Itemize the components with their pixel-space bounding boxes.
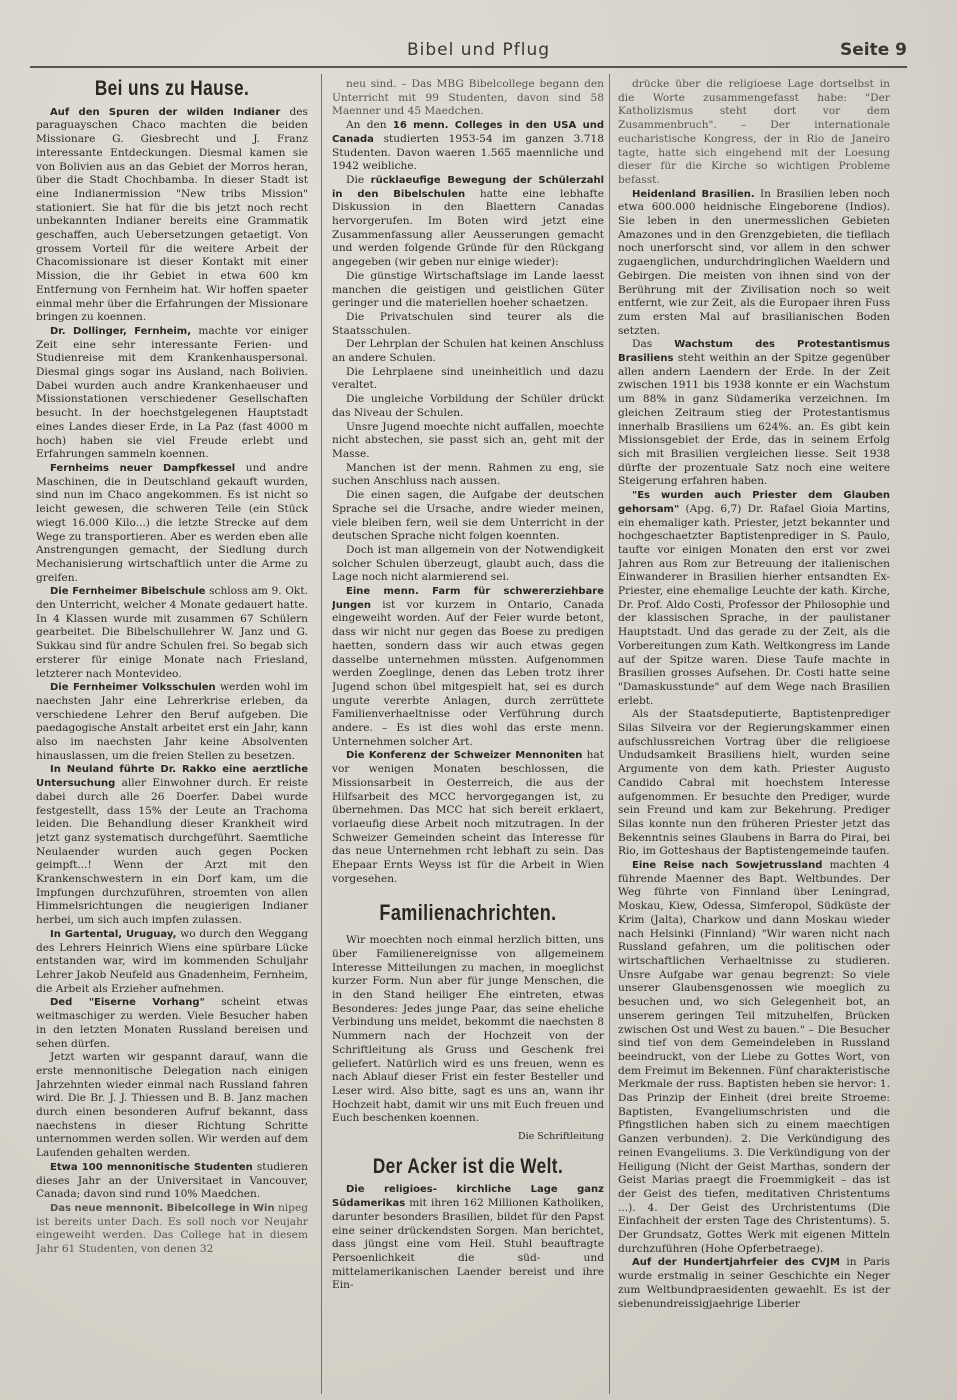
article-text: ist vor kurzem in Ontario, Canada eingeweiht worden. Auf der Feier wurde betont, dass wir nicht nur gegen das Boese zu predigen haetten, sondern dass wir auch etwas gegen dasselbe unternehmen müssten. Aufgenommen werden Zoeglinge, denen das Leben trotz ihrer Jugend schon übel mitgespielt hat, sei es durch ungute vererbte Anlagen, durch zerrüttete Familienverhaeltnisse oder Verführung durch andere. – Es ist dies wohl das erste menn. Unternehmen solcher Art. [332, 598, 604, 748]
header-rule [30, 66, 907, 68]
article-paragraph [332, 174, 604, 270]
article-paragraph [36, 996, 308, 1051]
article-text: aller Einwohner durch. Er reiste dabei durch alle 26 Doerfer. Dabei wurde festgestellt, dass 15% der Leute an Trachoma leiden. Die Behandlung dieser Krankheit wird jetzt ganz systematisch durchgeführt. Saemtliche Neulaender wurden auch gegen Pocken geimpft...! Wenn der Arzt mit den Krankenschwestern in ein Dorf kam, um die Impfungen durchzuführen, stroemten von allen Himmelsrichtungen die neugierigen Indianer herbei, um sich auch impfen zulassen. [36, 777, 308, 927]
article-lead: "Es wurden auch Priester dem Glauben gehorsam" [618, 490, 890, 515]
article-lead: Auf den Spuren der wilden Indianer [50, 106, 281, 118]
article-lead: In Neuland führte Dr. Rakko eine aerztliche Untersuchung [36, 764, 308, 790]
article-lead: Eine Reise nach Sowjetrussland [632, 860, 823, 872]
article-lead: Dr. Dollinger, Fernheim, [50, 325, 192, 337]
article-paragraph: Die Lehrplaene sind uneinheitlich und dazu veraltet. [332, 365, 604, 392]
article-paragraph [618, 188, 890, 339]
article-lead: Ded "Eiserne Vorhang" [50, 997, 205, 1009]
article-paragraph: Die ungleiche Vorbildung der Schüler drückt das Niveau der Schulen. [332, 393, 604, 419]
article-lead: 16 menn. Colleges in den USA und Canada [332, 120, 604, 145]
article-text: hat vor wenigen Monaten beschlossen, die Missionsarbeit in Oesterreich, die aus der Hilfsarbeit des MCC hervorgegangen ist, zu übernehmen. Das MCC hat sich bereit erklaert, vorlaeufig diese Arbeit noch mitzutragen. In der Schweizer Gemeinden scheint das Interesse für das neue Unternehmen rcht lebhaft zu sein. Das Ehepaar Ernts Weyss ist für die Arbeit in Wien vorgesehen. [332, 749, 604, 885]
article-lead: Die Fernheimer Bibelschule [50, 586, 206, 598]
column-3 [618, 78, 890, 1388]
article-text: des paraguayschen Chaco machten die beiden Missionare G. Giesbrecht und J. Franz interessante Entdeckungen. Diesmal kamen sie von Bolivien aus an das Gebiet der Morros heran, über die Stadt Chochbamba. In dieser Stadt ist eine Indianermission "New tribs Mission" stationiert. Sie hat für die bis jetzt noch recht unbekannten Indianer bereits eine Grammatik geschaffen, auch Uebersetzungen getaetigt. Von grossem Vorteil für die weitere Arbeit der Chacomissionare ist dieser Kontakt mit einer Mission, die ihr Gebiet in etwa 600 km Entfernung von Fernheim hat. Wir hoffen spaeter einmal mehr über die Erfahrungen der Missionare bringen zu koennen. [36, 105, 308, 324]
article-paragraph [332, 585, 604, 749]
article-paragraph [36, 1202, 308, 1257]
article-paragraph [618, 338, 890, 489]
article-lead: In Gartental, Uruguay, [50, 928, 177, 940]
article-paragraph [36, 585, 308, 681]
article-text: studierten 1953-54 im ganzen 3.718 Studenten. Davon waeren 1.565 maennliche und 1942 weibliche. [332, 132, 604, 173]
article-text: steht weithin an der Spitze gegenüber allen andern Laendern der Erde. In der Zeit zwischen 1911 bis 1938 konnte er ein Wachstum um 88% in ganz Südamerika verzeichnen. Im gleichen Zeitraum stieg der Protestantismus innerhalb Brasiliens um 624%. an. Es gibt kein Missionsgebiet der Erde, das in seinem Erfolg sich mit Brasilien vergleichen liesse. Seit 1938 dürfte der prozentuale Satz noch eine weitere Steigerung erfahren haben. [618, 352, 890, 488]
column-1 [36, 78, 308, 1388]
article-lead: rücklaeufige Bewegung der Schülerzahl in den Bibelschulen [332, 174, 604, 200]
article-paragraph: Die Privatschulen sind teurer als die Staatsschulen. [332, 310, 604, 337]
article-lead: Heidenland Brasilien. [632, 188, 755, 200]
article-text: An den [346, 119, 387, 132]
column-divider-1 [321, 74, 322, 1394]
article-lead: Die religioes- kirchliche Lage ganz Südamerikas [332, 1184, 604, 1210]
article-lead: Fernheims neuer Dampfkessel [50, 462, 236, 474]
article-paragraph [36, 681, 308, 763]
article-paragraph [332, 749, 604, 886]
article-lead: Wachstum des Protestantismus Brasiliens [618, 339, 890, 365]
article-text: schloss am 9. Okt. den Unterricht, welcher 4 Monate gedauert hatte. In 4 Klassen wurde mit zusammen 67 Schülern gearbeitet. Die Bibelschullehrer W. Janz und G. Sukkau sind für andre Schulen frei. So begab sich ersterer für einige Monate nach Friesland, letzterer nach Montevideo. [36, 585, 308, 680]
article-text: studieren dieses Jahr an der Universitaet in Vancouver, Canada; davon sind rund 10% Maedchen. [36, 1160, 308, 1201]
article-paragraph [618, 489, 890, 708]
article-text: und andre Maschinen, die in Deutschland gekauft wurden, sind nun im Chaco angekommen. Es ist nicht so leicht gewesen, die schweren Teile (ein Stück wiegt 16.000 Kilo...) die letzte Strecke auf dem Wege zu transportieren. Aber es werden eben alle Anstrengungen gemacht, der Siedlung durch Mechanisierung wirtschaftlich unter die Arme zu greifen. [36, 461, 308, 584]
article-text: werden wohl im naechsten Jahr eine Lehrerkrise erleben, da verschiedene Lehrer den Beruf aufgeben. Die paedagogische Anstalt arbeitet erst ein Jahr, kann also im naechsten Jahr keine Absolventen hinauslassen, um die freien Stellen zu besetzen. [36, 681, 308, 762]
column-2 [332, 78, 604, 1388]
article-paragraph: Manchen ist der menn. Rahmen zu eng, sie suchen Anschluss nach aussen. [332, 461, 604, 488]
article-paragraph: Wir moechten noch einmal herzlich bitten, uns über Familienereignisse von allgemeinem Interesse Mitteilungen zu machen, in moeglichst kurzer Form. Nun aber für junge Menschen, die in den Stand heiliger Ehe eintreten, etwas Besonderes: Jedes junge Paar, das seine eheliche Verbindung uns meldet, bekommt die naechsten 8 Nummern nach der Hochzeit von der Schriftleitung als Gruss und Geschenk frei geliefert. Natürlich wird es uns freuen, wenn es nach Ablauf dieser Frist ein fester Besteller und Leser wird. Also bitte, sagt es uns an, wann ihr Hochzeit habt, damit wir uns mit Euch freuen und Euch beschenken koennen. [332, 934, 604, 1125]
article-text: wo durch den Weggang des Lehrers Heinrich Wiens eine spürbare Lücke entstanden war, wird im kommenden Schuljahr Lehrer Jakob Neufeld aus Gnadenheim, Fernheim, die Arbeit als Erzieher aufnehmen. [36, 927, 308, 995]
article-lead: Etwa 100 mennonitische Studenten [50, 1161, 253, 1173]
article-paragraph: Unsre Jugend moechte nicht auffallen, moechte nicht abstechen, sie passt sich an, geht mit der Masse. [332, 420, 604, 460]
article-paragraph [332, 119, 604, 174]
article-paragraph [36, 325, 308, 462]
article-text: in Paris wurde erstmalig in seiner Geschichte ein Neger zum Weltbundpraesidenten gewaehlt. Es ist der siebenundreissigjaehrige Liberier [618, 1256, 890, 1310]
article-paragraph [36, 106, 308, 325]
column-divider-2 [609, 74, 610, 1394]
article-text: scheint etwas weitmaschiger zu werden. Viele Besucher haben in den letzten Monaten Russland bereisen und sehen dürfen. [36, 996, 308, 1050]
article-paragraph [36, 462, 308, 585]
article-paragraph: neu sind. – Das MBG Bibelcollege begann den Unterricht mit 99 Studenten, davon sind 58 Maenner und 45 Maedchen. [332, 78, 604, 118]
article-paragraph [332, 1183, 604, 1293]
section-heading-field-is-world: Der Acker ist die Welt. [372, 1154, 564, 1178]
article-text: mit ihren 162 Millionen Katholiken, darunter besonders Brasilien, bildet für den Papst eine seiner drückendsten Sorgen. Man berichtet, dass jüngst eine vom Heil. Stuhl beauftragte Persoenlichkeit die süd- und mittelamerikanischen Laender bereist und ihre Ein- [332, 1197, 604, 1292]
article-text: hatte eine lebhafte Diskussion in den Blaettern Canadas hervorgerufen. Im Boten wird jetzt eine Zusammenfassung aller Aeusserungen gemacht und werden folgende Gründe für den Rückgang angegeben (wir geben nur einige wieder): [332, 187, 604, 269]
article-paragraph [36, 928, 308, 997]
article-text: machte vor einiger Zeit eine sehr interessante Ferien- und Studienreise mit dem Krankenhauspersonal. Diesmal gings sogar ins Ausland, nach Bolivien. Dabei wurden auch andre Krankenhaeuser und Missionstationen verschiedener Gesellschaften besucht. In der hoechstgelegenen Hauptstadt eines Landes dieser Erde, in La Paz (fast 4000 m hoch) haben sie viel Freude erlebt und Erfahrungen sammeln koennen. [36, 324, 308, 461]
article-text: nipeg ist bereits unter Dach. Es soll noch vor Neujahr eingeweiht werden. Das College hat in diesem Jahr 61 Studenten, von denen 32 [36, 1201, 308, 1256]
article-lead: Die Fernheimer Volksschulen [50, 682, 216, 694]
signature: Die Schriftleitung [518, 1131, 604, 1143]
article-paragraph: Jetzt warten wir gespannt darauf, wann die erste mennonitische Delegation nach einigen Jahrzehnten wieder einmal nach Russland fahren wird. Die Br. J. J. Thiessen und B. B. Janz machen durch einen besonderen Aufruf bekannt, dass naechstens in dieser Richtung Schritte unternommen werden sollen. Wir werden auf dem Laufenden gehalten werden. [36, 1051, 308, 1160]
article-paragraph: Die günstige Wirtschaftslage im Lande laesst manchen die geistigen und geistlichen Güter geringer und die materiellen hoeher schaetzen. [332, 269, 604, 310]
article-text: Das [632, 338, 653, 351]
article-paragraph: Doch ist man allgemein von der Notwendigkeit solcher Schulen überzeugt, glaubt auch, dass die Lage noch nicht alarmierend sei. [332, 543, 604, 584]
section-heading-home: Bei uns zu Hause. [94, 78, 250, 100]
article-text: machten 4 führende Maenner des Bapt. Weltbundes. Der Weg führte von Finnland über Leningrad, Moskau, Kiew, Odessa, Simferopol, Südküste der Krim (Jalta), Charkow und dann Moskau wieder nach Helsinki (Finnland) "Wir waren nicht nach Russland gefahren, um die politischen oder wirtschaftlichen Verhaeltnisse zu studieren. Unsre Aufgabe war genau begrenzt: So viele unserer Glaubensgenossen wie moeglich zu besuchen und, wo sich Gelegenheit bot, an unserem geringen Teil mitzuhelfen, Brücken zwischen Ost und West zu bauen." – Die Besucher sind tief von dem Gemeindeleben in Russland beeindruckt, von der Liebe zu Gottes Wort, von dem Freimut im Bekennen. Fünf charakteristische Merkmale der russ. Baptisten heben sie hervor: 1. Das Prinzip der Einheit (drei breite Stroeme: Baptisten, Evangeliumschristen und die Pfingstlichen haben sich zu einem maechtigen Ganzen verbunden). 2. Die Verkündigung des reinen Evangeliums. 3. Die Verkündigung von der Heiligung (Nicht der Geist Marthas, sondern der Geist Marias praegt die Froemmigkeit – das ist der Geist des tiefen, meditativen Christentums ...). 4. Der Geist des Urchristentums (Die Einfachheit der ersten Tage des Christentums). 5. Der Grundsatz, Gottes Werk mit eigenen Mitteln durchzuführen (Hohe Opferbetraege). [618, 859, 890, 1255]
article-lead: Eine menn. Farm für schwererziehbare Jungen [332, 586, 604, 611]
article-paragraph: Die einen sagen, die Aufgabe der deutschen Sprache sei die Ursache, andre wieder meinen, viele bleiben fern, weil sie dem Unterricht in der deutschen Sprache nicht folgen koennten. [332, 489, 604, 543]
article-paragraph [36, 763, 308, 927]
article-text: (Apg. 6,7) Dr. Rafael Gioia Martins, ein ehemaliger kath. Priester, jetzt bekannter und hochgeschaetzter Baptistenprediger in S. Paulo, taufte vor einigen Monaten den erst vor zwei Jahren aus Rom zur Betreuung der italienischen Einwanderer in Brasilien hierher entsandten Ex-Priester, eine ehemalige Leuchte der kath. Kirche, Dr. Prof. Aldo Costi, Professor der Philosophie und der klassischen Sprache, in der paulistaner Hauptstadt. Und das gerade zu der Zeit, als die Vorbereitungen zum Kath. Weltkongress im Lande auf der Spitze waren. Diese Taufe machte in Brasilien grosses Aufsehen. Dr. Costi hatte seine "Damaskusstunde" auf dem Wege nach Brasilien erlebt. [618, 502, 890, 707]
page-header [30, 40, 927, 68]
article-paragraph [618, 1256, 890, 1311]
article-lead: Die Konferenz der Schweizer Mennoniten [346, 750, 583, 762]
article-paragraph [618, 859, 890, 1256]
article-paragraph [36, 1161, 308, 1202]
article-paragraph: Als der Staatsdeputierte, Baptistenprediger Silas Silveira vor der Regierungskammer einen aufschlussreichen Vortrag über die religioese Undudsamkeit Brasiliens hielt, wurden seine Argumente von dem kath. Priester Augusto Candido Cabral mit hoechstem Interesse aufgenommen. Er besuchte den Prediger, wurde sein Freund und kam zur Bekehrung. Prediger Silas konnte nun den früheren Priester jetzt das Bekenntnis seines Glaubens in Barra do Pirai, bei Rio, im Gotteshaus der Baptistengemeinde taufen. [618, 708, 890, 858]
article-paragraph: drücke über die religioese Lage dortselbst in die Worte zusammengefasst habe: "Der Katholizismus steht dort vor dem Zusammenbruch". – Der internationale eucharistische Kongress, der in Rio de Janeiro tagte, hatte sich eingehend mit der Loesung dieser für die Kirche so wichtigen Probleme befasst. [618, 78, 890, 186]
article-text: In Brasilien leben noch etwa 600.000 heidnische Eingeborene (Indios). Sie leben in den unermesslichen Gebieten Amazones und in den Grenzgebieten, die tiefllach noch unerforscht sind, vor allem in den schwer zugaenglichen, undurchdringlichen Waeldern und Gebirgen. Die meisten von ihnen sind von der Berührung mit der Zivilisation noch so weit entfernt, wie zur Zeit, als die Europaer ihren Fuss zum ersten Mal auf brasilianischen Boden setzten. [618, 187, 890, 337]
publication-title: Bibel und Pflug [406, 40, 551, 60]
article-lead: Auf der Hundertjahrfeier des CVJM [632, 1257, 840, 1269]
page-number: Seite 9 [839, 40, 907, 60]
article-paragraph: Der Lehrplan der Schulen hat keinen Anschluss an andere Schulen. [332, 338, 604, 365]
section-heading-family-news: Familienachrichten. [379, 900, 557, 926]
article-lead: Das neue mennonit. Bibelcollege in Win [50, 1202, 275, 1214]
article-text: Die [346, 173, 365, 186]
